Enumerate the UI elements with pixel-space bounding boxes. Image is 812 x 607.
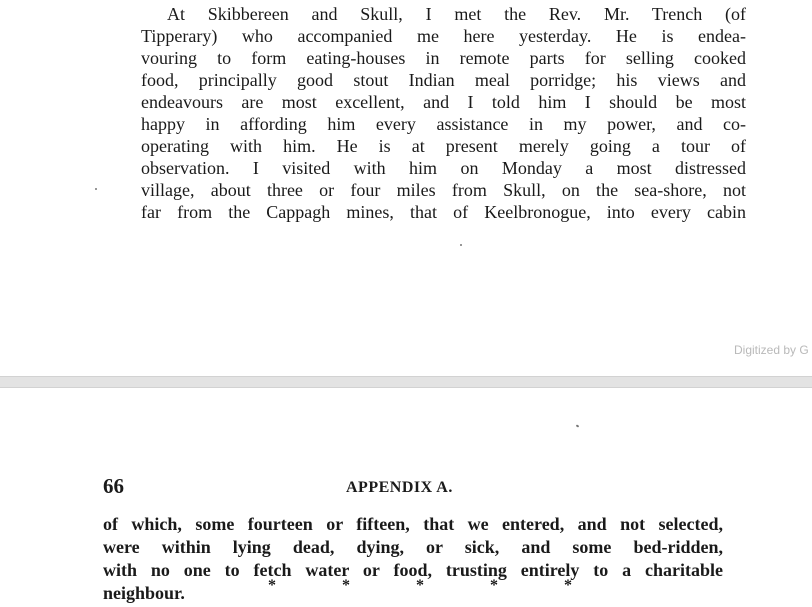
text-line: vouring to form eating-houses in remote parts for selling cooked bbox=[141, 48, 746, 68]
text-line: neighbour. bbox=[103, 583, 185, 603]
scan-speck bbox=[576, 424, 580, 427]
text-line: food, principally good stout Indian meal porridge; his views and bbox=[141, 70, 746, 90]
running-head: APPENDIX A. bbox=[346, 479, 453, 496]
text-line: were within lying dead, dying, or sick, and some bed-ridden, bbox=[103, 537, 723, 557]
text-line: endeavours are most excellent, and I told him I should be most bbox=[141, 92, 746, 112]
text-line: village, about three or four miles from Skull, on the sea-shore, not bbox=[141, 180, 746, 200]
scan-speck bbox=[460, 244, 462, 246]
text-line: At Skibbereen and Skull, I met the Rev. Mr. Trench (of bbox=[167, 4, 746, 24]
page-divider bbox=[0, 376, 812, 388]
body-paragraph bbox=[141, 3, 746, 223]
text-line: with no one to fetch water or food, trusting entirely to a charitable bbox=[103, 560, 723, 580]
text-line: operating with him. He is at present merely going a tour of bbox=[141, 136, 746, 156]
scan-speck bbox=[95, 188, 97, 190]
text-line: far from the Cappagh mines, that of Keelbronogue, into every cabin bbox=[141, 202, 746, 222]
digitized-watermark: Digitized by G bbox=[734, 343, 809, 357]
page-number: 66 bbox=[103, 474, 124, 498]
page-bottom bbox=[0, 388, 812, 607]
section-break-asterisks: * * * * * bbox=[268, 577, 572, 594]
text-line: of which, some fourteen or fifteen, that we entered, and not selected, bbox=[103, 514, 723, 534]
text-line: Tipperary) who accompanied me here yesterday. He is endea- bbox=[141, 26, 746, 46]
text-line: observation. I visited with him on Monday a most distressed bbox=[141, 158, 746, 178]
text-line: happy in affording him every assistance in my power, and co- bbox=[141, 114, 746, 134]
